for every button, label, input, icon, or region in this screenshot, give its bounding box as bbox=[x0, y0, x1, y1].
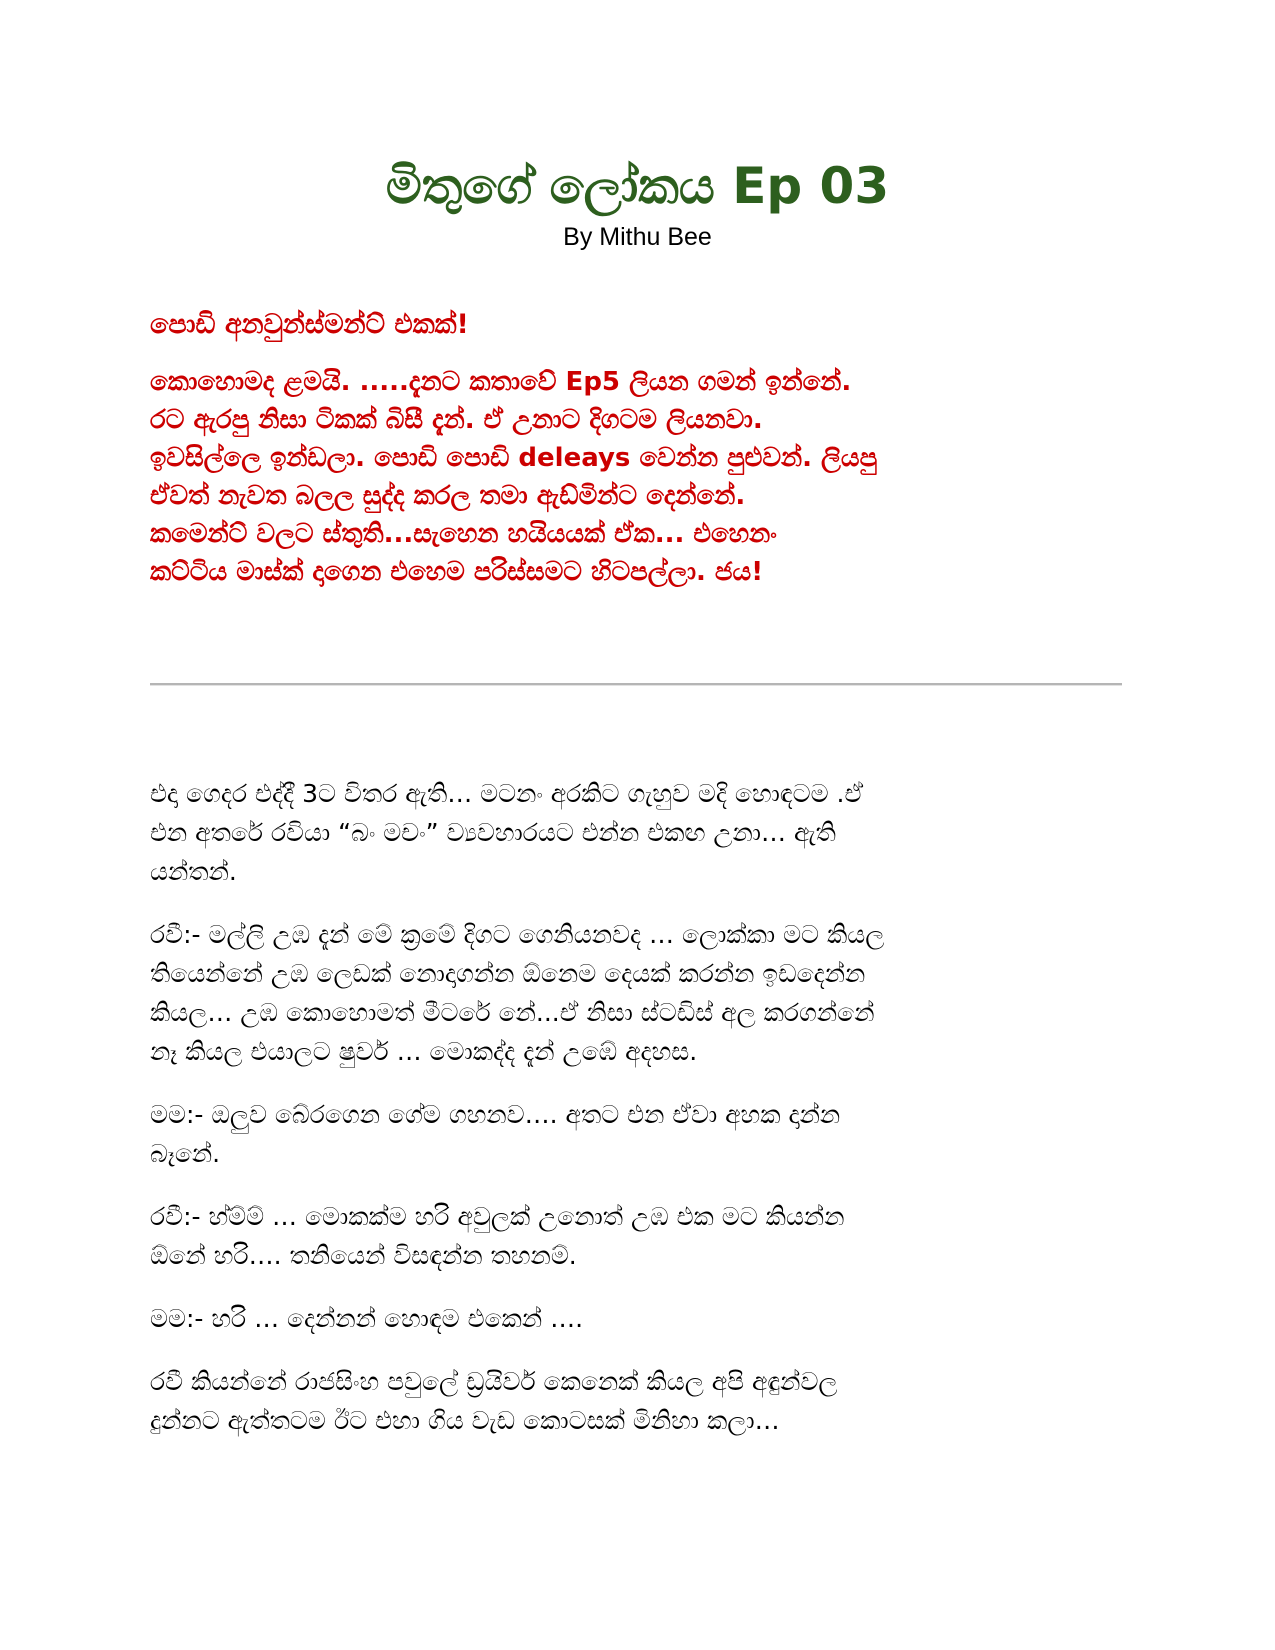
announcement-line: කට්ටිය මාස්ක් දාගෙන එහෙම පරිස්සමට හිටපල්ලා. ජය! bbox=[150, 557, 764, 587]
story-line: දුන්නට ඇත්තටම ඊට එහා ගිය වැඩ කොටසක් මිනිහා කලා… bbox=[150, 1406, 780, 1435]
story-line: මම:- හරි … දෙන්නන් හොඳම එකෙන් …. bbox=[150, 1304, 584, 1333]
story-line: බෑනේ. bbox=[150, 1139, 221, 1168]
announcement-line: ඉවසිල්ලෙ ඉන්ඩලා. පොඩි පොඩි deleays වෙන්න පුළුවන්. ලියපු bbox=[150, 443, 878, 473]
story-line: රවී කියන්නේ රාජසිංහ පවුලේ ඩ්‍රයිවර් කෙනෙක් කියල අපි අඳුන්වල bbox=[150, 1367, 838, 1396]
story-paragraph bbox=[150, 774, 1130, 891]
story-line: මම:- ඔලුව බේරගෙන ගේම ගහනව…. අතට එන ඒවා අහක දාන්න bbox=[150, 1100, 841, 1129]
story-title: මිතුගේ ලෝකය Ep 03 bbox=[385, 157, 890, 215]
story-line: යන්තන්. bbox=[150, 857, 237, 886]
announcement-line: කොහොමද ළමයි. .....දැනට කතාවේ Ep5 ලියන ගමන් ඉන්නේ. bbox=[150, 367, 852, 397]
story-line: තියෙන්නේ උඹ ලෙඩක් නොදාගන්න ඕනෙම දෙයක් කරන්න ඉඩදෙන්න bbox=[150, 959, 866, 988]
story-line: කියල… උඹ කොහොමත් මීටරේ නේ...ඒ නිසා ස්ටඩිස් අල කරගන්නේ bbox=[150, 998, 875, 1027]
title-block bbox=[0, 150, 1275, 252]
story-paragraph bbox=[150, 1362, 1130, 1440]
story-line: ඕනේ හරි…. තනියෙන් විසඳන්න තහනම්. bbox=[150, 1241, 577, 1270]
story-line: රවී:- හ්ම්ම් … මොකක්ම හරි අවුලක් උනොත් උඹ එක මට කියන්න bbox=[150, 1202, 845, 1231]
announcement-section bbox=[150, 305, 1120, 591]
story-line: නෑ කියල එයාලට ෂුවර් … මොකද්ද දැන් උඹේ අදහස. bbox=[150, 1037, 698, 1066]
story-paragraph bbox=[150, 1095, 1130, 1173]
announcement-line: කමෙන්ට් වලට ස්තුති...සැහෙන හයියයක් ඒක... එහෙනං bbox=[150, 519, 777, 549]
announcement-body bbox=[150, 363, 1120, 591]
announcement-line: ඒවත් නැවත බලල සුද්ද කරල තමා ඇඩ්මින්ට දෙන්නේ. bbox=[150, 481, 746, 511]
story-line: එන අතරේ රවියා “බං මචං” ව්‍යවහාරයට එන්න එකඟ උනා… ඇති bbox=[150, 818, 836, 847]
announcement-heading: පොඩි අනවුන්ස්මන්ට් එකක්! bbox=[150, 309, 469, 340]
story-body bbox=[150, 774, 1130, 1464]
horizontal-divider bbox=[150, 683, 1122, 686]
story-paragraph bbox=[150, 915, 1130, 1071]
story-paragraph bbox=[150, 1299, 1130, 1338]
story-line: එදා ගෙදර එද්දී 3ට විතර ඇති… මටනං අරකිට ගැහුව මදි හොඳටම .ඒ bbox=[150, 779, 864, 808]
story-paragraph bbox=[150, 1197, 1130, 1275]
author-byline: By Mithu Bee bbox=[563, 223, 712, 251]
story-line: රවී:- මල්ලි උඹ දැන් මේ ක්‍රමේ දිගට ගෙනියනවද … ලොක්කා මට කියල bbox=[150, 920, 885, 949]
announcement-line: රට ඇරපු නිසා ටිකක් බිසී දැන්. ඒ උනාට දිගටම ලියනවා. bbox=[150, 405, 763, 435]
